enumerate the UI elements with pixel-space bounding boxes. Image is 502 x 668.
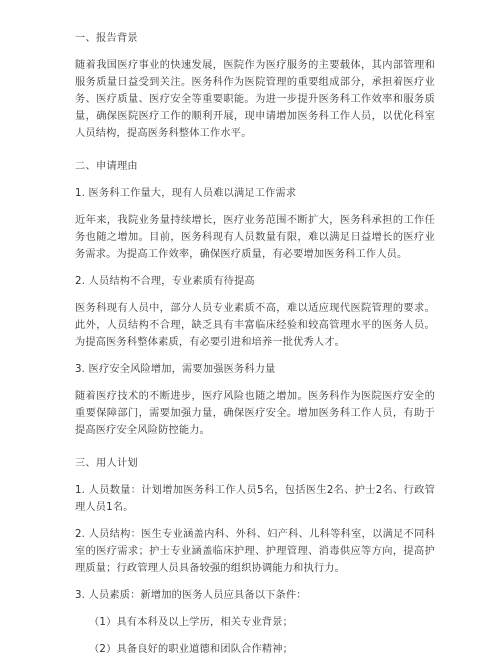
reason-2-title: 2. 人员结构不合理，专业素质有待提高 bbox=[75, 276, 255, 287]
section-heading-background: 一、报告背景 bbox=[75, 33, 138, 44]
plan-item-3-sub-2: （2）具备良好的职业道德和团队合作精神； bbox=[89, 644, 294, 655]
plan-item-3-sub-1: （1）具有本科及以上学历，相关专业背景； bbox=[89, 617, 294, 628]
document-page bbox=[75, 30, 435, 668]
section-heading-reasons: 二、申请理由 bbox=[75, 161, 138, 172]
reason-3-body: 随着医疗技术的不断进步，医疗风险也随之增加。医务科作为医院医疗安全的重要保障部门，需要加强力量，确保医疗安全。增加医务科工作人员，有助于提高医疗安全风险防控能力。 bbox=[75, 391, 435, 436]
reason-2-body: 医务科现有人员中，部分人员专业素质不高，难以适应现代医院管理的要求。此外，人员结构不合理，缺乏具有丰富临床经验和较高管理水平的医务人员。为提高医务科整体素质，有必要引进和培养一批优秀人才。 bbox=[75, 303, 435, 348]
plan-item-3: 3. 人员素质：新增加的医务人员应具备以下条件： bbox=[75, 590, 307, 601]
reason-3-title: 3. 医疗安全风险增加，需要加强医务科力量 bbox=[75, 364, 276, 375]
plan-item-1: 1. 人员数量：计划增加医务科工作人员5名，包括医生2名、护士2名、行政管理人员1名。 bbox=[75, 485, 435, 513]
reason-1-title: 1. 医务科工作量大，现有人员难以满足工作需求 bbox=[75, 188, 297, 199]
section-heading-staffing-plan: 三、用人计划 bbox=[75, 458, 138, 469]
reason-1-body: 近年来，我院业务量持续增长，医疗业务范围不断扩大，医务科承担的工作任务也随之增加。目前，医务科现有人员数量有限，难以满足日益增长的医疗业务需求。为提高工作效率，确保医疗质量，有必要增加医务科工作人员。 bbox=[75, 215, 435, 260]
background-paragraph: 随着我国医疗事业的快速发展，医院作为医疗服务的主要载体，其内部管理和服务质量日益受到关注。医务科作为医院管理的重要组成部分，承担着医疗业务、医疗质量、医疗安全等重要职能。为进一步提升医务科工作效率和服务质量，确保医院医疗工作的顺利开展，现申请增加医务科工作人员，以优化科室人员结构，提高医务科整体工作水平。 bbox=[75, 60, 435, 139]
plan-item-2: 2. 人员结构：医生专业涵盖内科、外科、妇产科、儿科等科室，以满足不同科室的医疗需求；护士专业涵盖临床护理、护理管理、消毒供应等方向，提高护理质量；行政管理人员具备较强的组织协调能力和执行力。 bbox=[75, 529, 435, 574]
